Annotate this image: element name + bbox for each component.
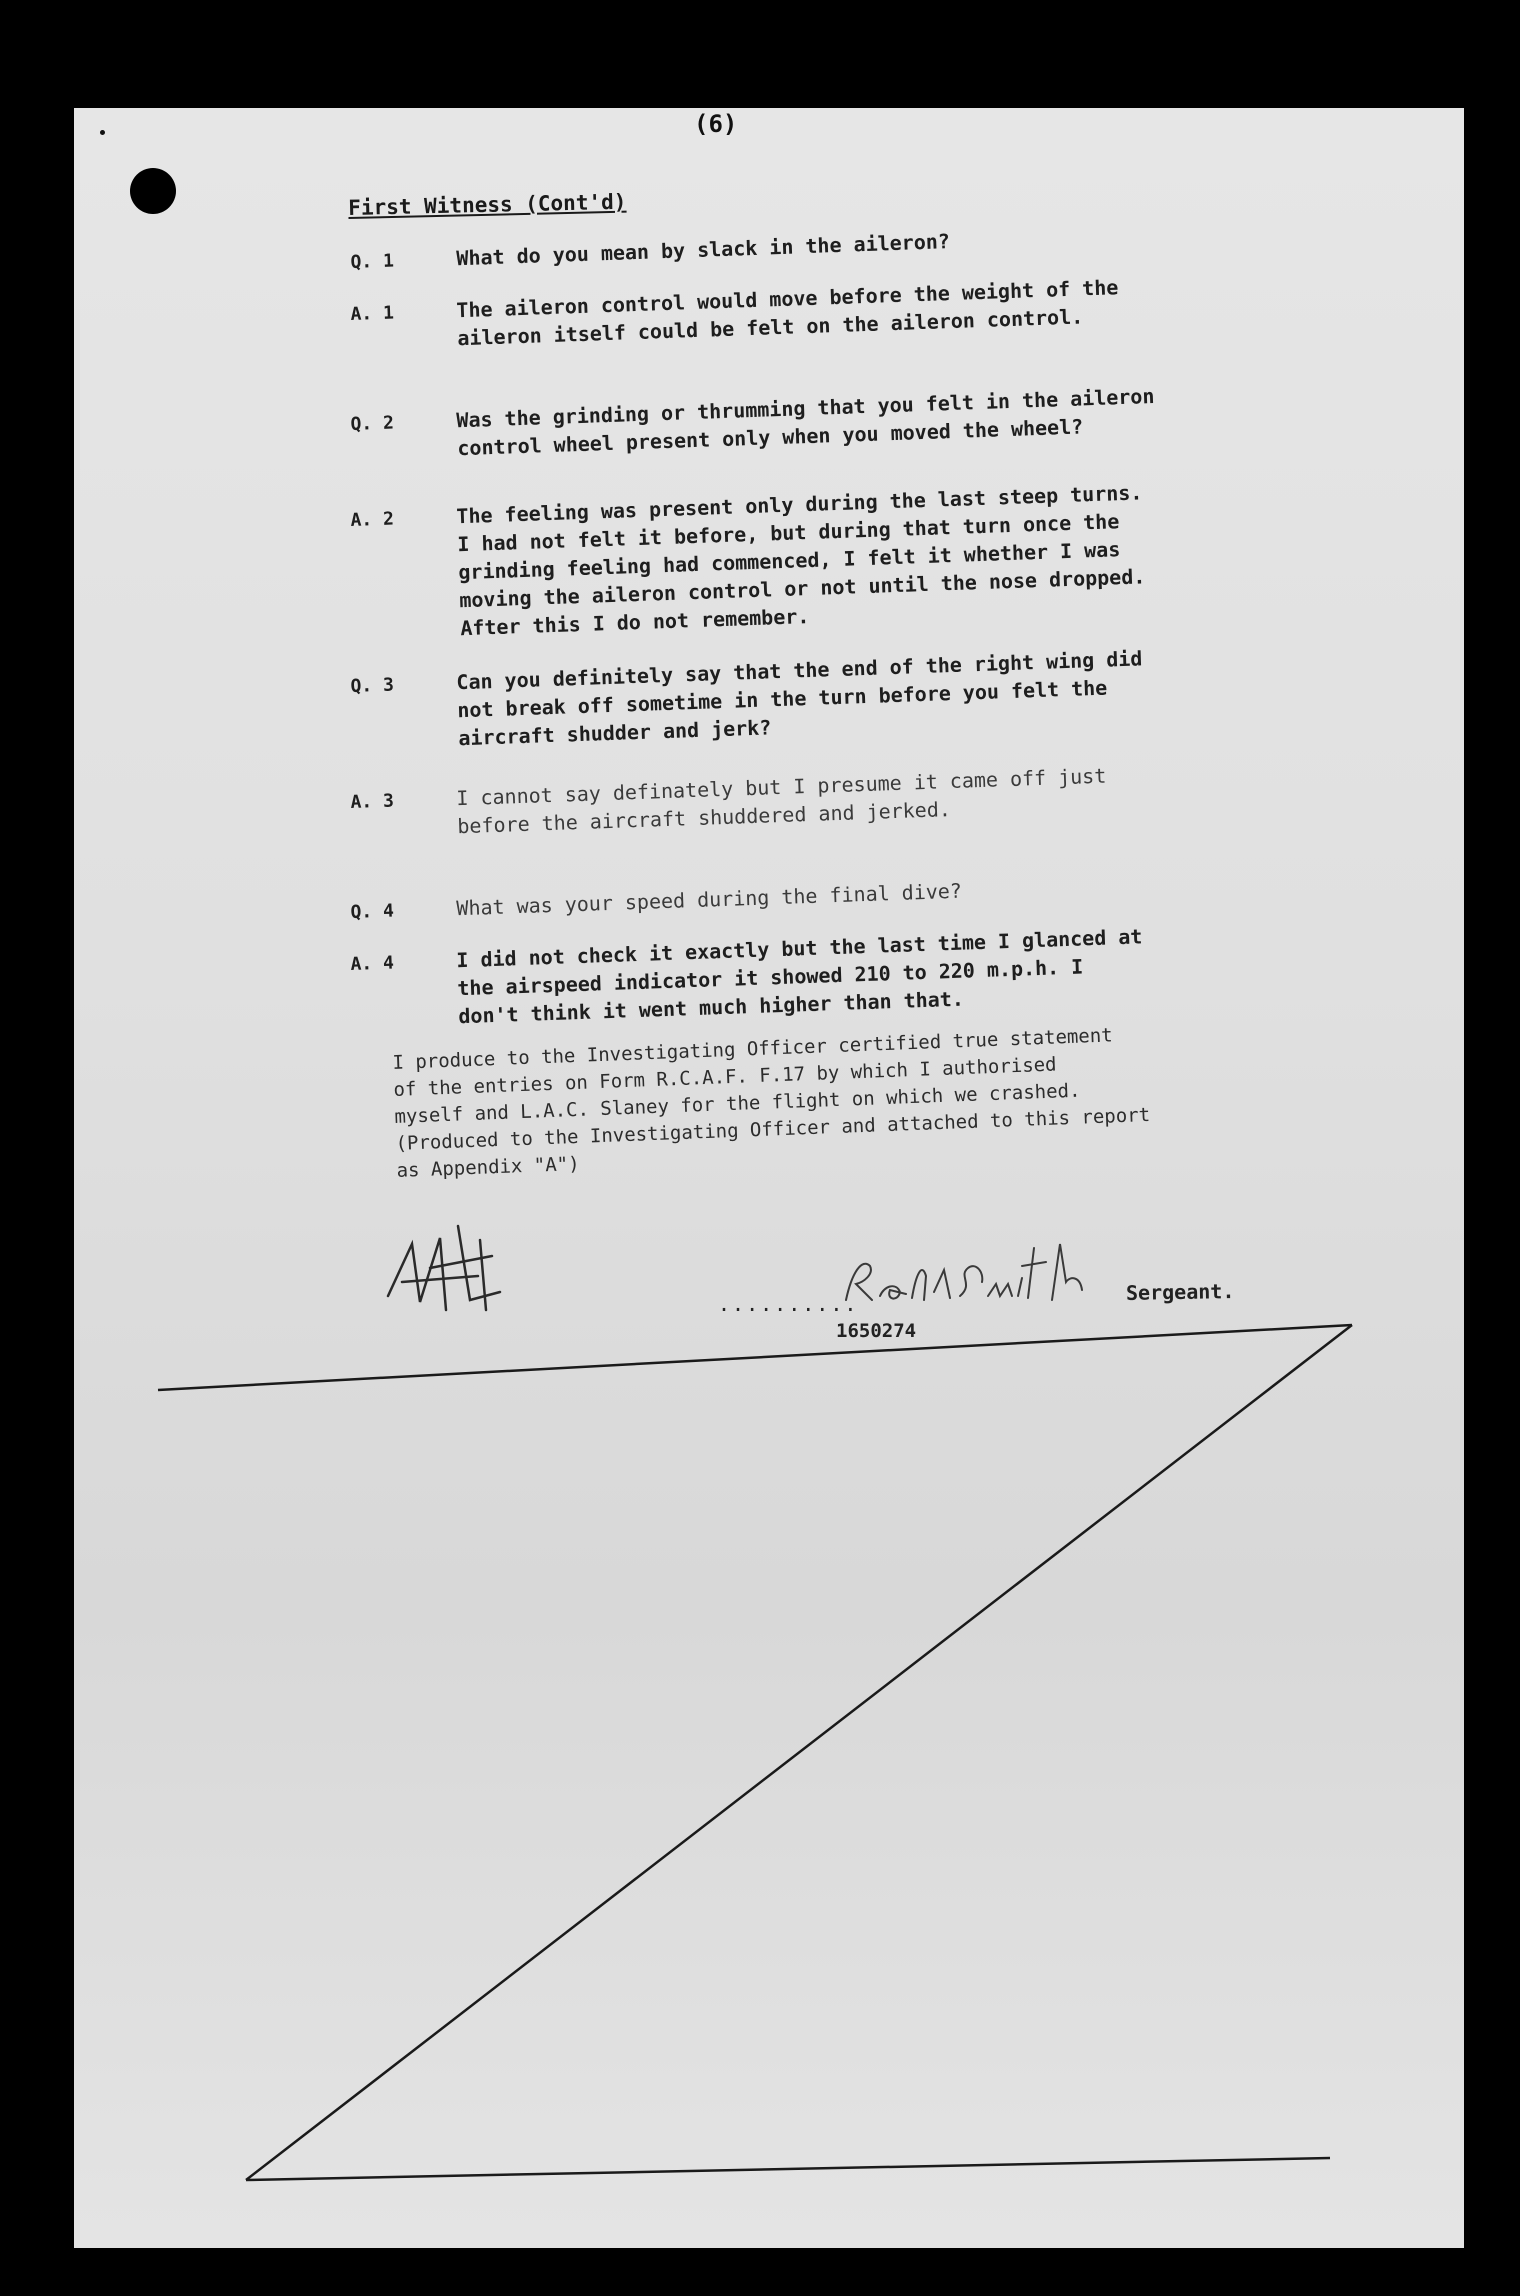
qa-text: What do you mean by slack in the aileron? (456, 229, 951, 271)
qa-text: Was the grinding or thrumming that you felt in the aileron control wheel present only when you moved the wheel? (456, 383, 1155, 461)
qa-tag: A. 4 (350, 952, 395, 975)
qa-text: The aileron control would move before the weight of the aileron itself could be felt on the aileron control. (456, 275, 1119, 351)
signature-dotted-line: .......... (718, 1292, 859, 1316)
qa-tag: A. 2 (350, 508, 395, 531)
statement-paragraph: I produce to the Investigating Officer certified true statement of the entries on Form R.C.A.F. F.17 by which I authorised myself and L.A.C. Slaney for the flight on which we crashed. (Produced to the Investigating Officer and attached to this report as Appendix "A") (392, 1024, 1151, 1182)
diagonal-strike (246, 1325, 1352, 2180)
section-heading: First Witness (Cont'd) (348, 189, 627, 220)
qa-tag: A. 3 (350, 790, 395, 813)
service-number: 1650274 (836, 1320, 917, 1342)
qa-text: Can you definitely say that the end of the right wing did not break off sometime in the turn before you felt the aircraft shudder and jerk? (456, 646, 1143, 751)
qa-tag: Q. 2 (350, 412, 395, 435)
qa-text: I did not check it exactly but the last time I glanced at the airspeed indicator it showed 210 to 220 m.p.h. I don't think it went much higher than that. (456, 924, 1143, 1029)
qa-text: What was your speed during the final dive? (456, 878, 963, 921)
bottom-rule (246, 2158, 1330, 2180)
qa-tag: Q. 4 (350, 900, 395, 923)
qa-tag: Q. 1 (350, 250, 395, 273)
qa-text: I cannot say definately but I presume it came off just before the aircraft shuddered and jerked. (456, 763, 1107, 839)
horizontal-rule (158, 1325, 1352, 1390)
signatory-rank: Sergeant. (1125, 1279, 1235, 1305)
qa-text: The feeling was present only during the last steep turns. I had not felt it before, but during that turn once the grinding feeling had commenced, I felt it whether I was moving the aileron control or not until the nose dropped. After this I do not remember. (456, 480, 1146, 641)
qa-tag: A. 1 (350, 302, 395, 325)
page-number: (6) (694, 110, 738, 138)
qa-tag: Q. 3 (350, 674, 395, 697)
